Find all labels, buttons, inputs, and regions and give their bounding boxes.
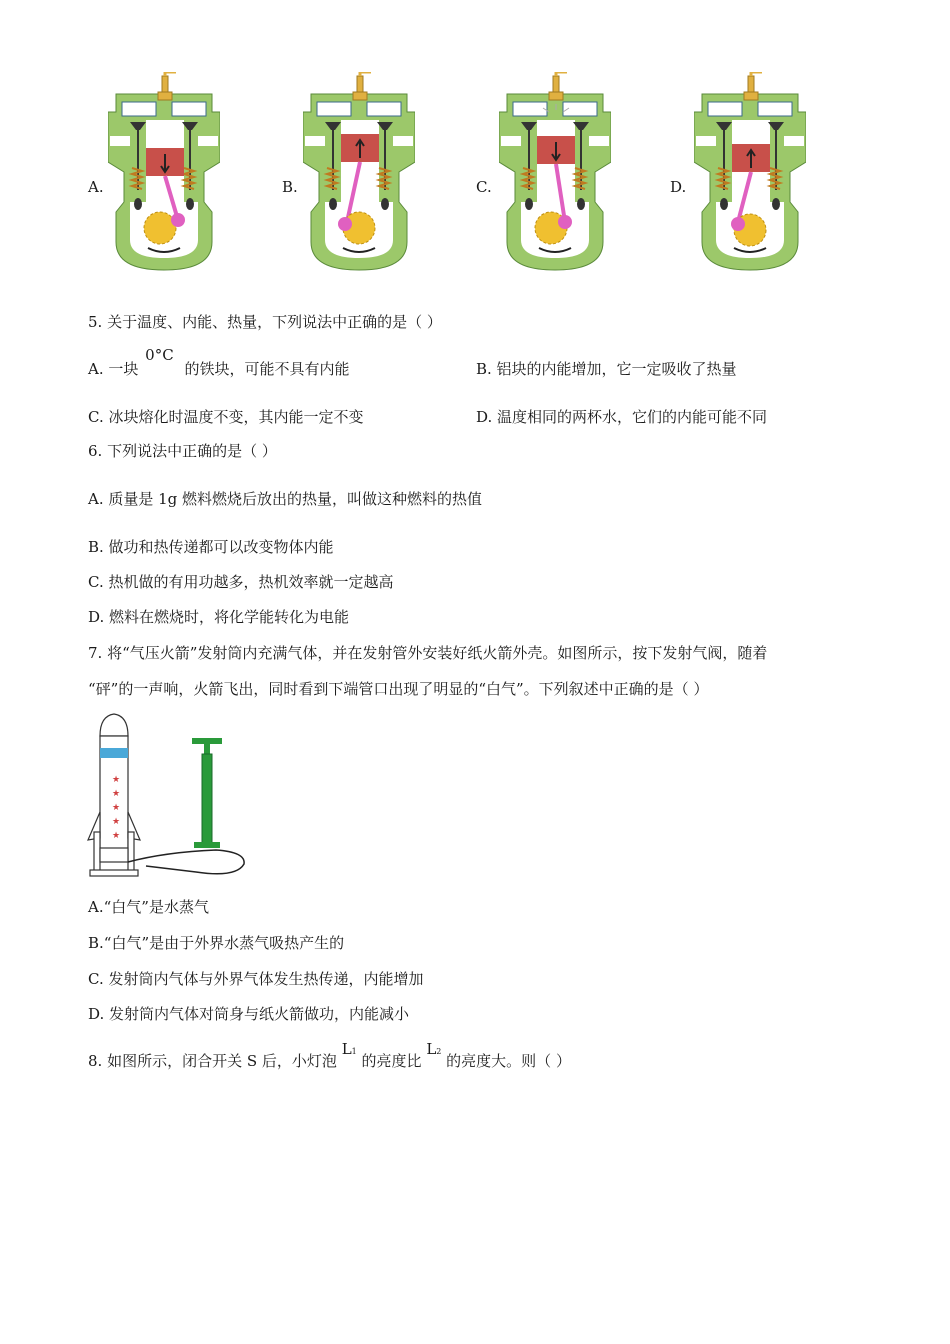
q8-l1 [342, 1040, 357, 1058]
q6-option-d: D. 燃料在燃烧时，将化学能转化为电能 [88, 608, 350, 626]
q8-l2-subscript: 2 [436, 1047, 442, 1056]
engine-diagram-d [694, 72, 806, 272]
q6-option-b: B. 做功和热传递都可以改变物体内能 [88, 538, 334, 556]
q8-middle: 的亮度比 [361, 1052, 422, 1070]
q7-option-b: B.“白气”是由于外界水蒸气吸热产生的 [88, 934, 345, 952]
q5-option-d: D. 温度相同的两杯水，它们的内能可能不同 [476, 408, 768, 426]
engine-diagram-b [303, 72, 415, 272]
q7-option-a: A.“白气”是水蒸气 [88, 898, 209, 916]
rocket-pump-diagram [86, 712, 254, 882]
q7-stem-line1: 7. 将“气压火箭”发射筒内充满气体，并在发射管外安装好纸火箭外壳。如图所示，按下发射气阀，随着 [88, 644, 768, 662]
q5-option-b: B. 铝块的内能增加，它一定吸收了热量 [476, 360, 737, 378]
q5-option-a-suffix: 的铁块，可能不具有内能 [184, 360, 350, 378]
q6-stem: 6. 下列说法中正确的是（ ） [88, 442, 277, 460]
engine-option-d-label: D. [670, 178, 687, 196]
engine-option-b-label: B. [282, 178, 298, 196]
engine-diagram-c [499, 72, 611, 272]
svg-text:★: ★ [112, 789, 121, 799]
q8-l1-subscript: 1 [351, 1047, 357, 1056]
engine-diagram-a [108, 72, 220, 272]
svg-text:★: ★ [112, 803, 121, 813]
q5-option-a [88, 346, 350, 379]
q7-stem-line2: “砰”的一声响，火箭飞出，同时看到下端管口出现了明显的“白气”。下列叙述中正确的是（ ） [88, 680, 709, 698]
svg-text:★: ★ [112, 817, 121, 827]
q6-option-a: A. 质量是 1g 燃料燃烧后放出的热量，叫做这种燃料的热值 [88, 490, 483, 508]
q8-stem [88, 1040, 571, 1071]
q8-l2 [426, 1040, 441, 1058]
q5-option-a-prefix: A. 一块 [88, 360, 139, 378]
q5-option-c: C. 冰块熔化时温度不变，其内能一定不变 [88, 408, 364, 426]
q5-option-a-math: 0°C [145, 346, 174, 364]
q8-l1-letter: L [341, 1040, 352, 1058]
q7-option-d: D. 发射筒内气体对筒身与纸火箭做功，内能减小 [88, 1005, 410, 1023]
q5-stem: 5. 关于温度、内能、热量，下列说法中正确的是（ ） [88, 313, 442, 331]
q8-suffix: 的亮度大。则（ ） [446, 1052, 571, 1070]
q7-option-c: C. 发射筒内气体与外界气体发生热传递，内能增加 [88, 970, 424, 988]
q6-option-c: C. 热机做的有用功越多，热机效率就一定越高 [88, 573, 394, 591]
svg-text:★: ★ [112, 831, 121, 841]
engine-option-c-label: C. [476, 178, 492, 196]
svg-text:★: ★ [112, 775, 121, 785]
engine-option-a-label: A. [88, 178, 104, 196]
q8-l2-letter: L [426, 1040, 437, 1058]
q8-prefix: 8. 如图所示，闭合开关 S 后，小灯泡 [88, 1052, 337, 1070]
